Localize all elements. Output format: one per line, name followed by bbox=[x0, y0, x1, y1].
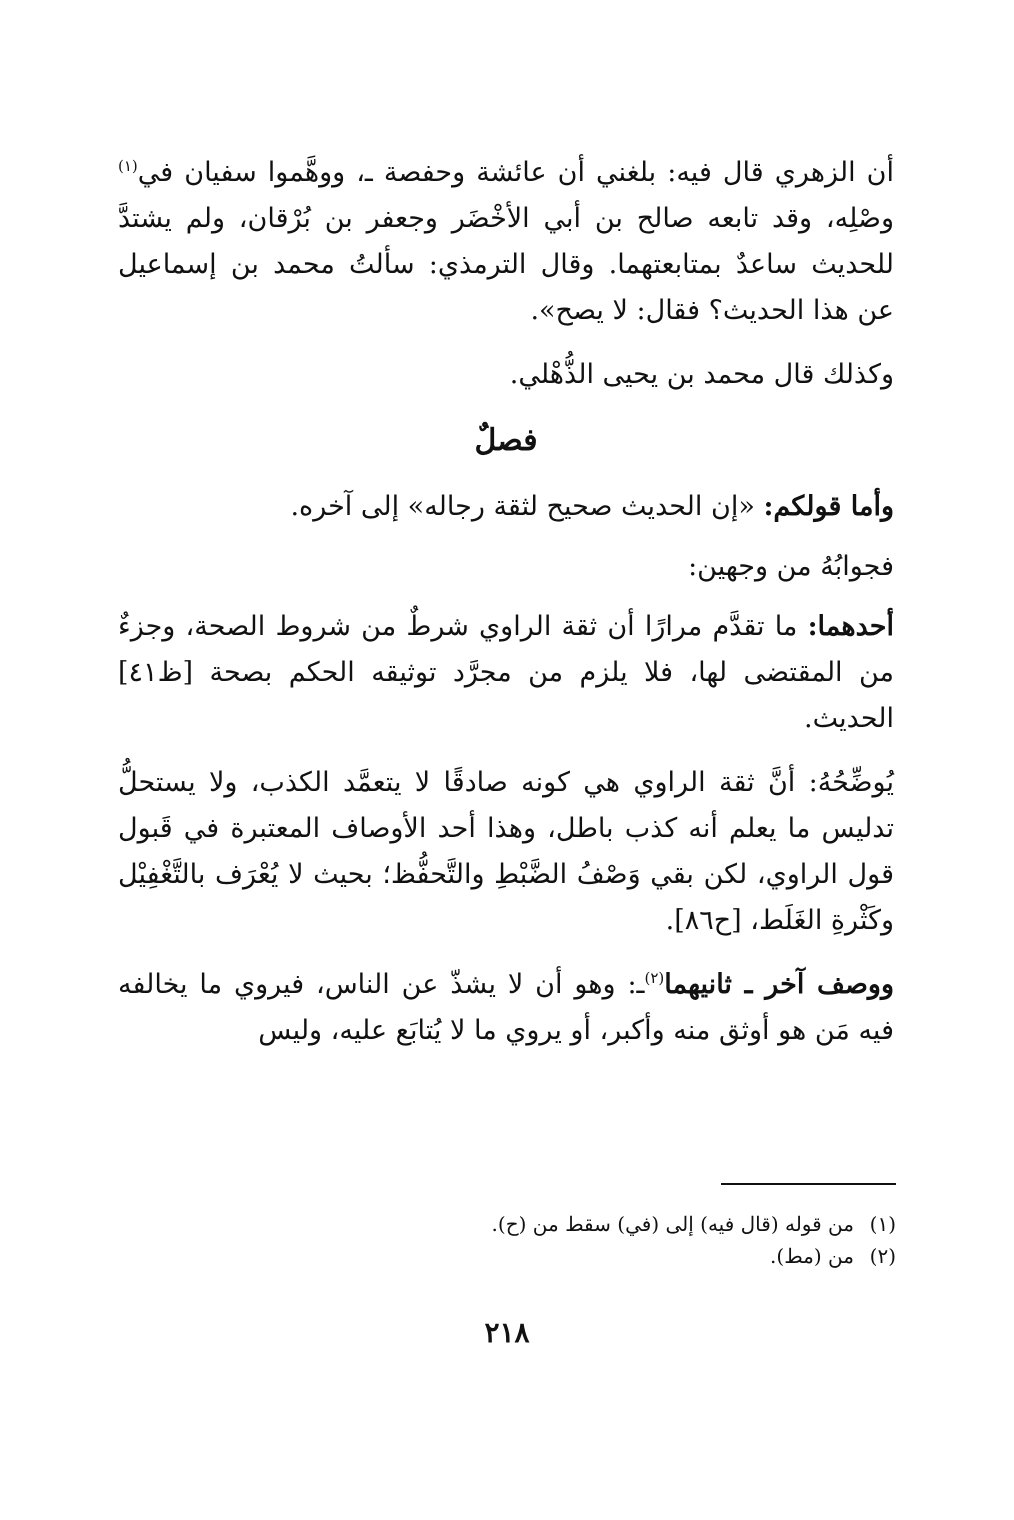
paragraph-5-text: ما تقدَّم مرارًا أن ثقة الراوي شرطٌ من شروط الصحة، وجزءٌ من المقتضى لها، فلا يلزم من مجرَّد توثيقه الحكم بصحة [ظ٤١] الحديث. bbox=[118, 611, 894, 734]
paragraph-3-text: «إن الحديث صحيح لثقة رجاله» إلى آخره. bbox=[290, 491, 755, 522]
footnote-ref-1: (١) bbox=[118, 157, 138, 175]
section-title: فصلٌ bbox=[474, 423, 538, 458]
paragraph-7 bbox=[118, 962, 894, 1054]
paragraph-3-lead: وأما قولكم: bbox=[763, 491, 894, 522]
main-text bbox=[118, 150, 894, 1072]
footnote-1-number: (١) bbox=[869, 1212, 896, 1236]
page-number: ٢١٨ bbox=[484, 1316, 530, 1349]
paragraph-1-continuation: وصْلِه، وقد تابعه صالح بن أبي الأخْضَر وجعفر بن بُرْقان، ولم يشتدَّ للحديث ساعدٌ بمتابعتهما. وقال الترمذي: سألتُ محمد بن إسماعيل عن هذا الحديث؟ فقال: لا يصح». bbox=[118, 203, 894, 326]
footnote-2-text: من (مط). bbox=[770, 1244, 854, 1268]
paragraph-6: يُوضِّحُهُ: أنَّ ثقة الراوي هي كونه صادقًا لا يتعمَّد الكذب، ولا يستحلُّ تدليس ما يعلم أنه كذب باطل، وهذا أحد الأوصاف المعتبرة في قَبول قول الراوي، لكن بقي وَصْفُ الضَّبْطِ والتَّحفُّظ؛ بحيث لا يُعْرَف بالتَّغْفِيْل وكَثْرةِ الغَلَط، [ح٨٦]. bbox=[118, 767, 894, 936]
paragraph-3 bbox=[118, 484, 894, 530]
paragraph-4: فجوابُهُ من وجهين: bbox=[688, 551, 894, 582]
footnote-2 bbox=[120, 1240, 896, 1272]
paragraph-1-text: أن الزهري قال فيه: بلغني أن عائشة وحفصة ـ، ووهَّموا سفيان في bbox=[137, 157, 894, 188]
footnote-2-number: (٢) bbox=[869, 1244, 896, 1268]
footnote-1-text: من قوله (قال فيه) إلى (في) سقط من (ح). bbox=[491, 1212, 854, 1236]
paragraph-7-lead: ووصف آخر ـ ثانيهما bbox=[664, 969, 894, 1000]
paragraph-5-lead: أحدهما: bbox=[807, 611, 894, 642]
footnotes bbox=[120, 1208, 896, 1272]
footnote-separator bbox=[721, 1183, 896, 1185]
footnote-ref-2: (٢) bbox=[644, 969, 665, 987]
paragraph-2: وكذلك قال محمد بن يحيى الذُّهْلي. bbox=[509, 359, 894, 390]
paragraph-7-text: ـ: وهو أن لا يشذّ عن الناس، فيروي ما يخالفه فيه مَن هو أوثق منه وأكبر، أو يروي ما لا يُتابَع عليه، وليس bbox=[118, 969, 894, 1046]
paragraph-1 bbox=[118, 150, 894, 334]
paragraph-5 bbox=[118, 604, 894, 742]
footnote-1 bbox=[120, 1208, 896, 1240]
